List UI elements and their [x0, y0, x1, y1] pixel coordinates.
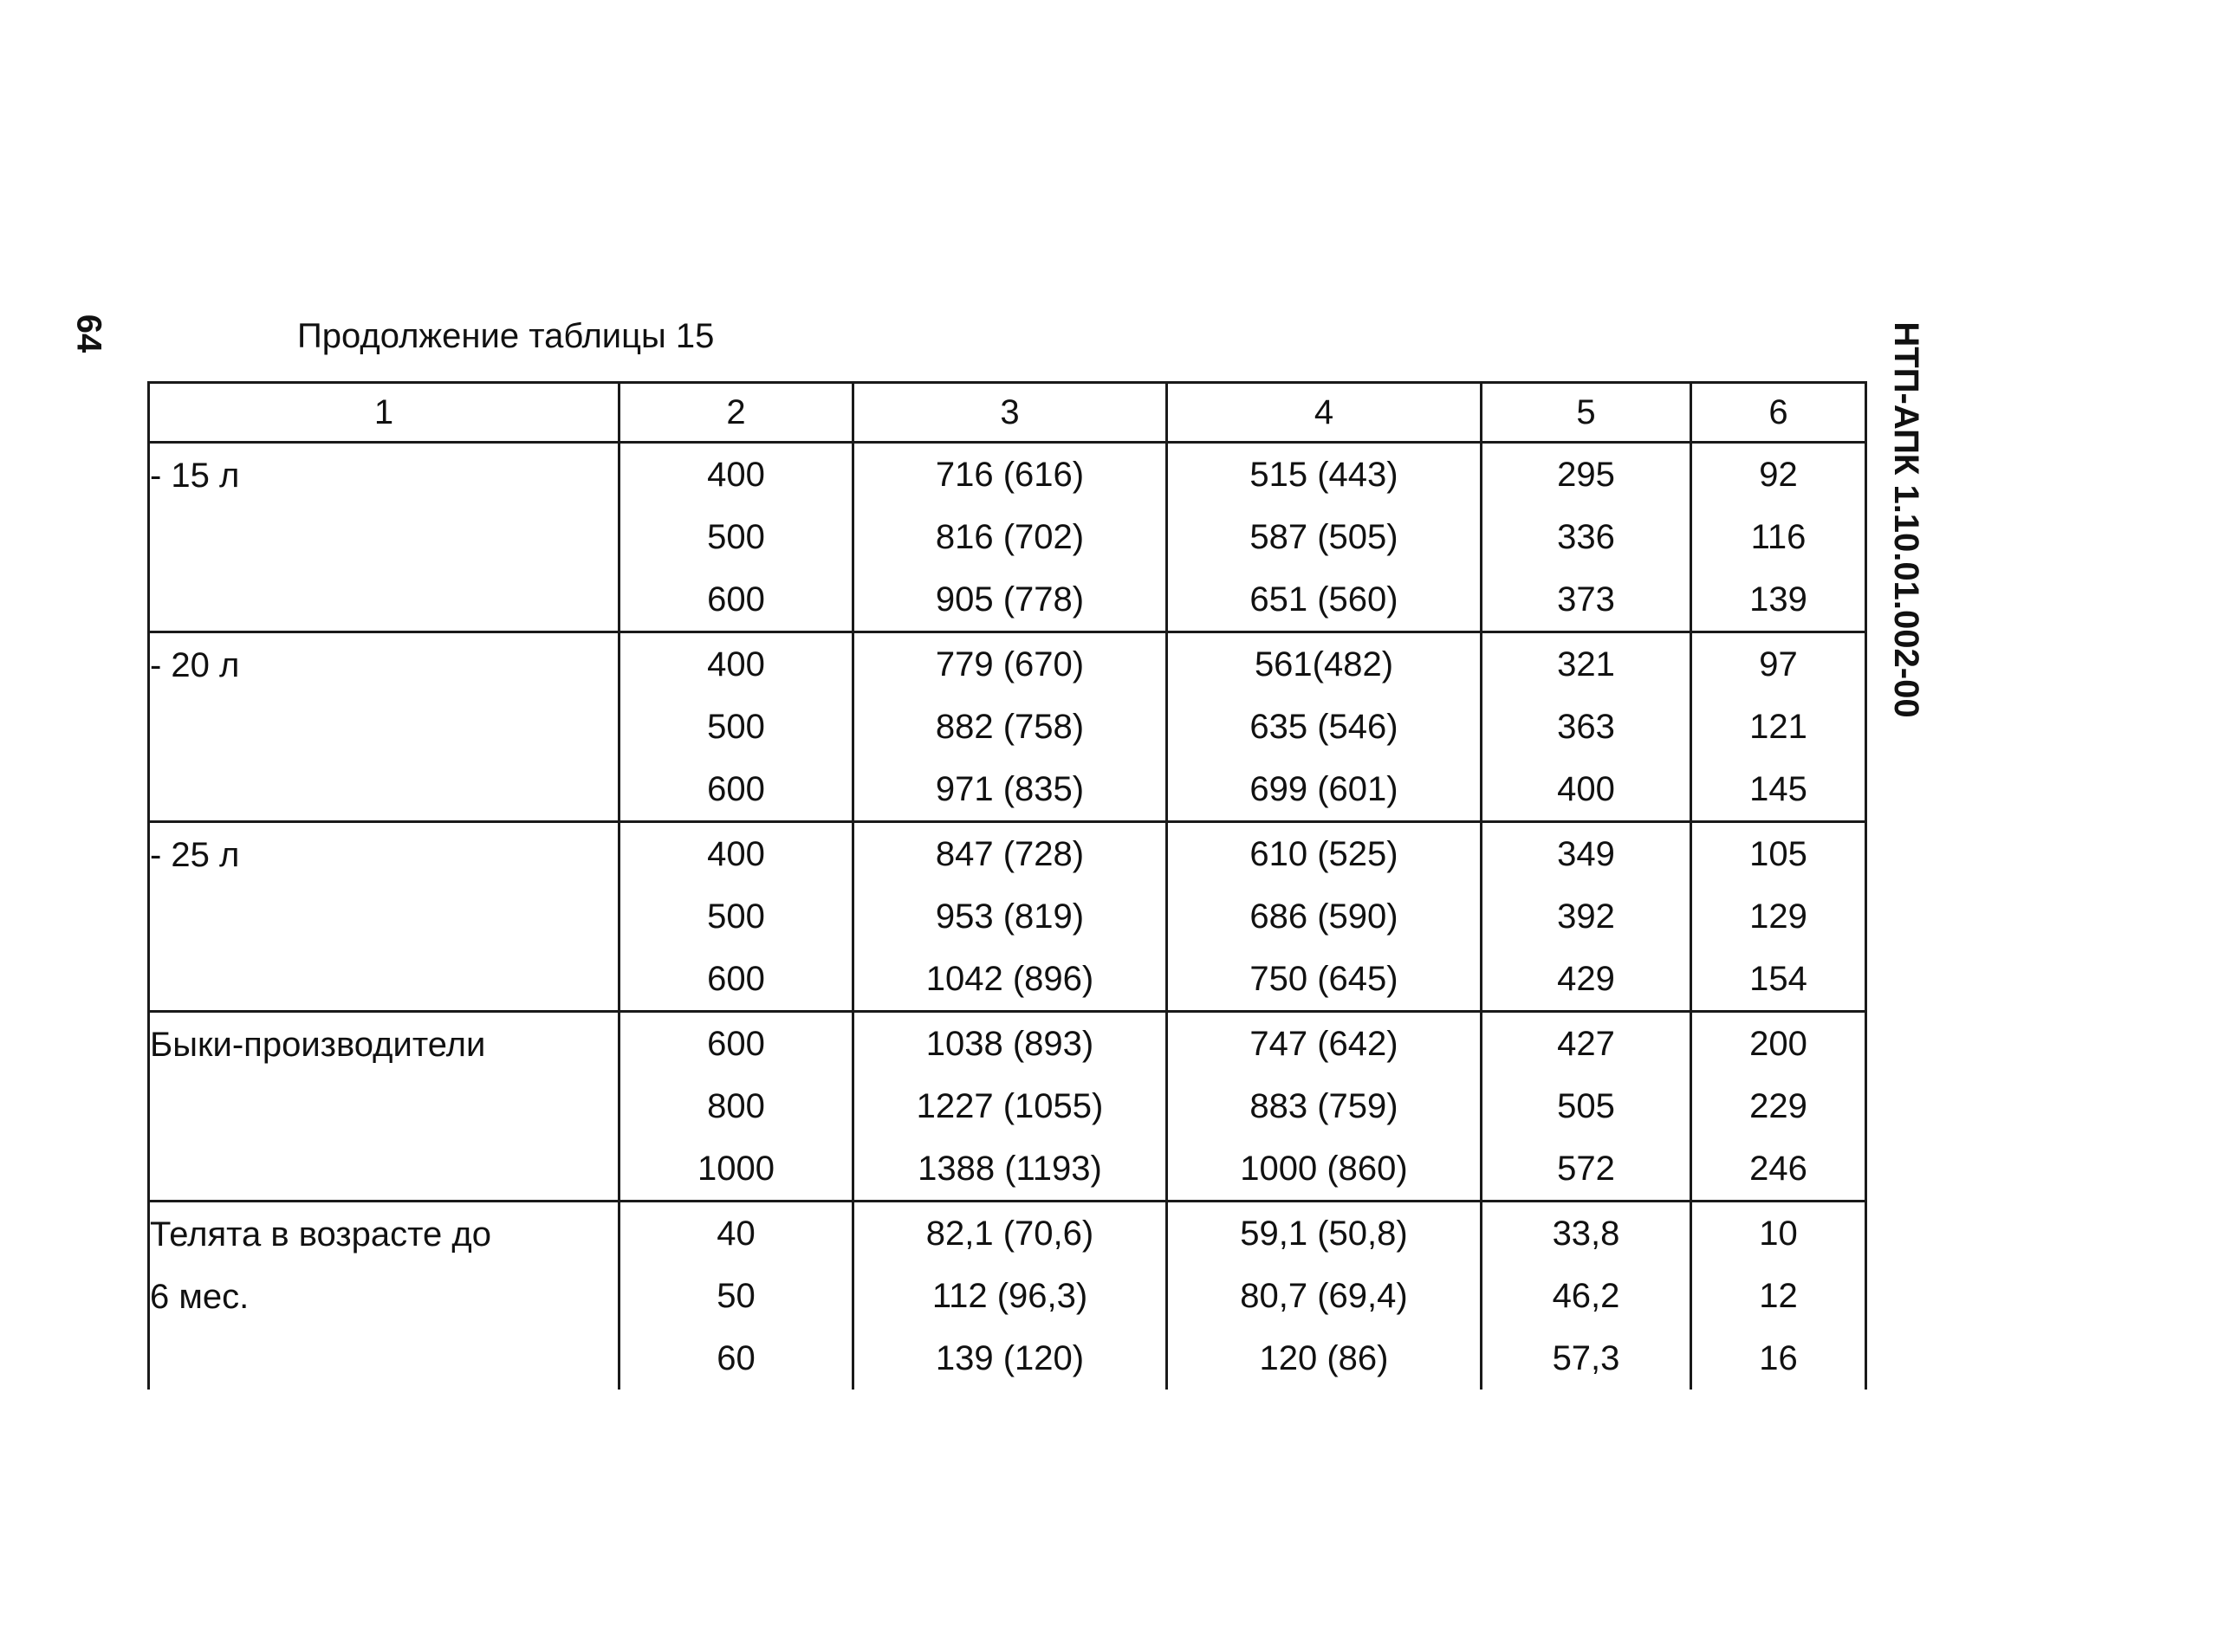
group-label — [149, 1012, 619, 1202]
table-cell-col-5: 33,8 — [1482, 1202, 1691, 1266]
table-cell-col-4: 515 (443) — [1167, 443, 1482, 507]
group-label-line: - 20 л — [150, 646, 240, 684]
column-header-4: 4 — [1167, 383, 1482, 443]
table-cell-col-3: 1042 (896) — [853, 948, 1167, 1012]
table-cell-col-6: 229 — [1691, 1075, 1866, 1137]
table-cell-col-3: 82,1 (70,6) — [853, 1202, 1167, 1266]
table-cell-col-3: 882 (758) — [853, 696, 1167, 758]
table-cell-col-6: 200 — [1691, 1012, 1866, 1076]
table-cell-col-6: 92 — [1691, 443, 1866, 507]
table-cell-col-5: 373 — [1482, 568, 1691, 632]
table-cell-col-2: 1000 — [619, 1137, 853, 1202]
table-cell-col-6: 105 — [1691, 822, 1866, 886]
table-row — [149, 632, 1866, 696]
table-cell-col-4: 59,1 (50,8) — [1167, 1202, 1482, 1266]
table-cell-col-5: 295 — [1482, 443, 1691, 507]
table-row — [149, 443, 1866, 507]
table-cell-col-3: 1227 (1055) — [853, 1075, 1167, 1137]
table-cell-col-2: 500 — [619, 885, 853, 948]
table-caption: Продолжение таблицы 15 — [297, 317, 715, 355]
table-cell-col-5: 572 — [1482, 1137, 1691, 1202]
table-header — [149, 383, 1866, 443]
group-label-line: 6 мес. — [150, 1278, 250, 1316]
table-cell-col-3: 779 (670) — [853, 632, 1167, 696]
table-cell-col-6: 154 — [1691, 948, 1866, 1012]
table-cell-col-3: 816 (702) — [853, 506, 1167, 568]
group-label — [149, 1202, 619, 1390]
table-cell-col-2: 400 — [619, 822, 853, 886]
table-cell-col-6: 246 — [1691, 1137, 1866, 1202]
table-cell-col-5: 46,2 — [1482, 1265, 1691, 1327]
table-cell-col-2: 800 — [619, 1075, 853, 1137]
table-cell-col-5: 363 — [1482, 696, 1691, 758]
table-cell-col-4: 635 (546) — [1167, 696, 1482, 758]
group-label-line: - 15 л — [150, 457, 240, 495]
table-cell-col-3: 1038 (893) — [853, 1012, 1167, 1076]
table-cell-col-2: 50 — [619, 1265, 853, 1327]
table-cell-col-5: 427 — [1482, 1012, 1691, 1076]
table-body — [149, 443, 1866, 1390]
table-cell-col-5: 429 — [1482, 948, 1691, 1012]
table-cell-col-3: 971 (835) — [853, 758, 1167, 822]
table-cell-col-2: 400 — [619, 632, 853, 696]
table-cell-col-4: 561(482) — [1167, 632, 1482, 696]
table-cell-col-3: 1388 (1193) — [853, 1137, 1167, 1202]
table-cell-col-4: 587 (505) — [1167, 506, 1482, 568]
table-cell-col-4: 1000 (860) — [1167, 1137, 1482, 1202]
column-header-2: 2 — [619, 383, 853, 443]
table-cell-col-2: 600 — [619, 948, 853, 1012]
table-row — [149, 822, 1866, 886]
group-label — [149, 443, 619, 632]
group-label — [149, 632, 619, 822]
table-cell-col-3: 112 (96,3) — [853, 1265, 1167, 1327]
table-cell-col-6: 16 — [1691, 1327, 1866, 1390]
table-cell-col-3: 905 (778) — [853, 568, 1167, 632]
page-number: 64 — [69, 314, 108, 353]
table-cell-col-6: 12 — [1691, 1265, 1866, 1327]
table-cell-col-6: 139 — [1691, 568, 1866, 632]
table-cell-col-3: 953 (819) — [853, 885, 1167, 948]
table-cell-col-2: 60 — [619, 1327, 853, 1390]
table-cell-col-5: 392 — [1482, 885, 1691, 948]
table-cell-col-5: 321 — [1482, 632, 1691, 696]
table-cell-col-2: 400 — [619, 443, 853, 507]
table-cell-col-4: 610 (525) — [1167, 822, 1482, 886]
table-cell-col-4: 80,7 (69,4) — [1167, 1265, 1482, 1327]
table-cell-col-4: 699 (601) — [1167, 758, 1482, 822]
table-cell-col-4: 686 (590) — [1167, 885, 1482, 948]
table-cell-col-3: 716 (616) — [853, 443, 1167, 507]
table-cell-col-2: 40 — [619, 1202, 853, 1266]
column-header-3: 3 — [853, 383, 1167, 443]
document-code: НТП-АПК 1.10.01.002-00 — [1887, 321, 1925, 718]
table-cell-col-6: 116 — [1691, 506, 1866, 568]
table-cell-col-6: 145 — [1691, 758, 1866, 822]
column-header-1: 1 — [149, 383, 619, 443]
table-row — [149, 1202, 1866, 1266]
group-label-line: Телята в возрасте до — [150, 1215, 491, 1254]
group-label-line: Быки-производители — [150, 1026, 486, 1064]
table-cell-col-6: 121 — [1691, 696, 1866, 758]
table-cell-col-2: 500 — [619, 696, 853, 758]
table-cell-col-5: 336 — [1482, 506, 1691, 568]
table-cell-col-2: 600 — [619, 1012, 853, 1076]
table-cell-col-4: 883 (759) — [1167, 1075, 1482, 1137]
table-cell-col-5: 57,3 — [1482, 1327, 1691, 1390]
table-cell-col-2: 600 — [619, 568, 853, 632]
table-cell-col-3: 139 (120) — [853, 1327, 1167, 1390]
table-cell-col-6: 129 — [1691, 885, 1866, 948]
column-header-5: 5 — [1482, 383, 1691, 443]
table-cell-col-2: 500 — [619, 506, 853, 568]
table-cell-col-6: 10 — [1691, 1202, 1866, 1266]
table-cell-col-2: 600 — [619, 758, 853, 822]
table-cell-col-4: 747 (642) — [1167, 1012, 1482, 1076]
table-cell-col-6: 97 — [1691, 632, 1866, 696]
table-cell-col-4: 750 (645) — [1167, 948, 1482, 1012]
column-header-6: 6 — [1691, 383, 1866, 443]
group-label — [149, 822, 619, 1012]
table-cell-col-5: 349 — [1482, 822, 1691, 886]
data-table — [147, 381, 1867, 1390]
table-cell-col-3: 847 (728) — [853, 822, 1167, 886]
table-row — [149, 1012, 1866, 1076]
group-label-line: - 25 л — [150, 836, 240, 874]
table-cell-col-5: 400 — [1482, 758, 1691, 822]
table-cell-col-5: 505 — [1482, 1075, 1691, 1137]
table-cell-col-4: 120 (86) — [1167, 1327, 1482, 1390]
header-row — [149, 383, 1866, 443]
table-cell-col-4: 651 (560) — [1167, 568, 1482, 632]
